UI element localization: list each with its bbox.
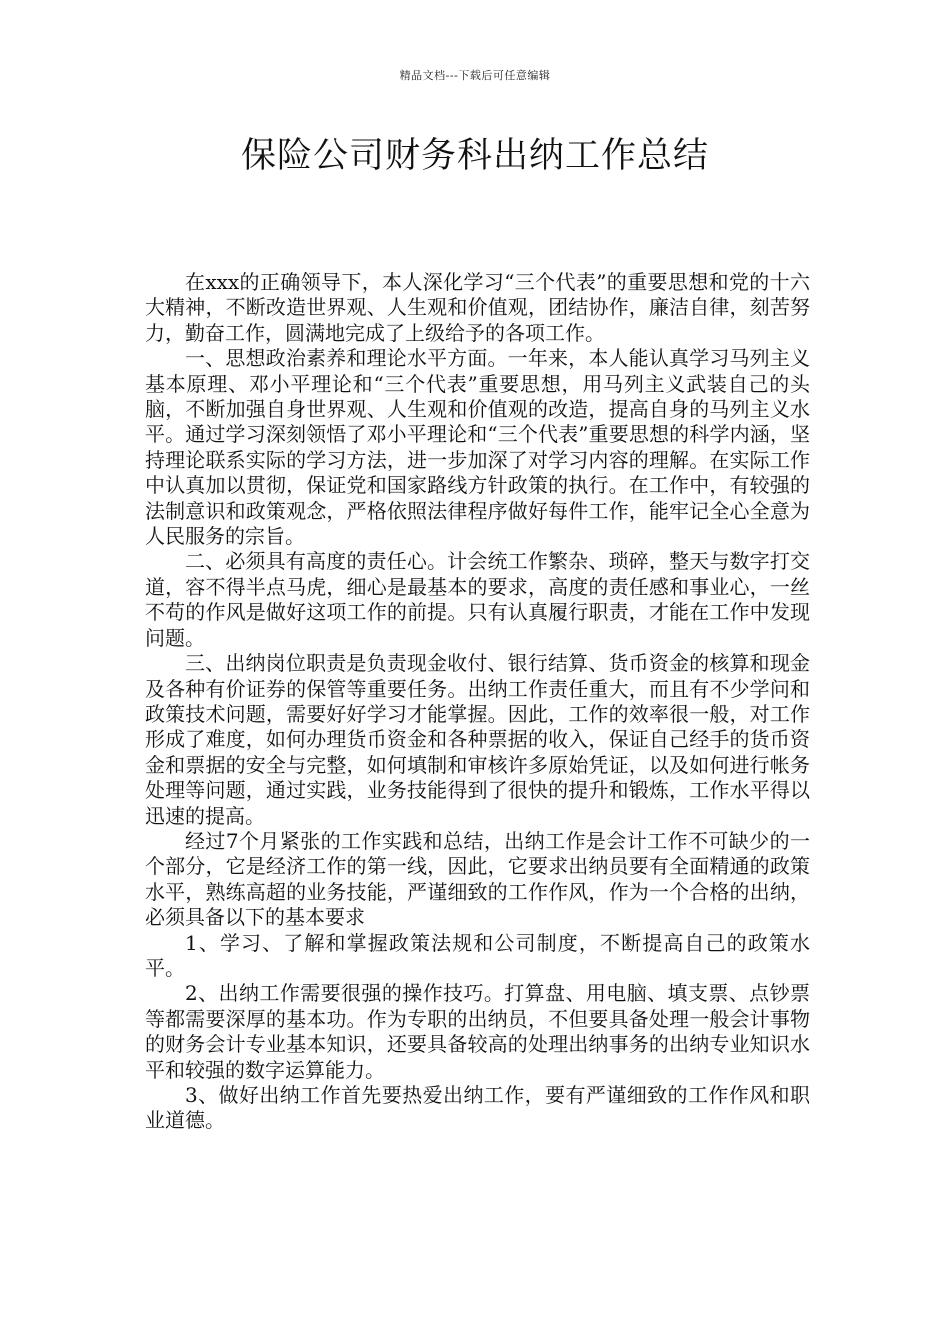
paragraph-section-2: 二、必须具有高度的责任心。计会统工作繁杂、琐碎，整天与数字打交道，容不得半点马虎，细心是最基本的要求，高度的责任感和事业心，一丝不苟的作风是做好这项工作的前提。只有认真履行职责，才能在工作中发现问题。 — [145, 549, 810, 650]
paragraph-requirement-1: 1、学习、了解和掌握政策法规和公司制度，不断提高自己的政策水平。 — [145, 930, 810, 980]
document-title: 保险公司财务科出纳工作总结 — [240, 136, 709, 176]
paragraph-section-3: 三、出纳岗位职责是负责现金收付、银行结算、货币资金的核算和现金及各种有价证券的保管等重要任务。出纳工作责任重大，而且有不少学问和政策技术问题，需要好好学习才能掌握。因此，工作的效率很一般，对工作形成了难度，如何办理货币资金和各种票据的收入，保证自己经手的货币资金和票据的安全与完整，如何填制和审核许多原始凭证，以及如何进行帐务处理等问题，通过实践，业务技能得到了很快的提升和锻炼，工作水平得以迅速的提高。 — [145, 651, 810, 828]
paragraph-requirement-2: 2、出纳工作需要很强的操作技巧。打算盘、用电脑、填支票、点钞票等都需要深厚的基本功。作为专职的出纳员，不但要具备处理一般会计事物的财务会计专业基本知识，还要具备较高的处理出纳事务的出纳专业知识水平和较强的数字运算能力。 — [145, 981, 810, 1082]
paragraph-section-1: 一、思想政治素养和理论水平方面。一年来，本人能认真学习马列主义基本原理、邓小平理论和“三个代表”重要思想，用马列主义武装自己的头脑，不断加强自身世界观、人生观和价值观的改造，提高自身的马列主义水平。通过学习深刻领悟了邓小平理论和“三个代表”重要思想的科学内涵，坚持理论联系实际的学习方法，进一步加深了对学习内容的理解。在实际工作中认真加以贯彻，保证党和国家路线方针政策的执行。在工作中，有较强的法制意识和政策观念，严格依照法律程序做好每件工作，能牢记全心全意为人民服务的宗旨。 — [145, 346, 810, 549]
paragraph-summary: 经过7个月紧张的工作实践和总结，出纳工作是会计工作不可缺少的一个部分，它是经济工作的第一线，因此，它要求出纳员要有全面精通的政策水平，熟练高超的业务技能，严谨细致的工作作风，作为一个合格的出纳，必须具备以下的基本要求 — [145, 828, 810, 930]
paragraph-intro: 在xxx的正确领导下，本人深化学习“三个代表”的重要思想和党的十六大精神，不断改造世界观、人生观和价值观，团结协作，廉洁自律，刻苦努力，勤奋工作，圆满地完成了上级给予的各项工作。 — [145, 270, 810, 345]
paragraph-requirement-3: 3、做好出纳工作首先要热爱出纳工作，要有严谨细致的工作作风和职业道德。 — [145, 1083, 810, 1133]
document-body — [145, 270, 810, 1134]
header-note: 精品文档---下载后可任意编辑 — [399, 69, 551, 82]
